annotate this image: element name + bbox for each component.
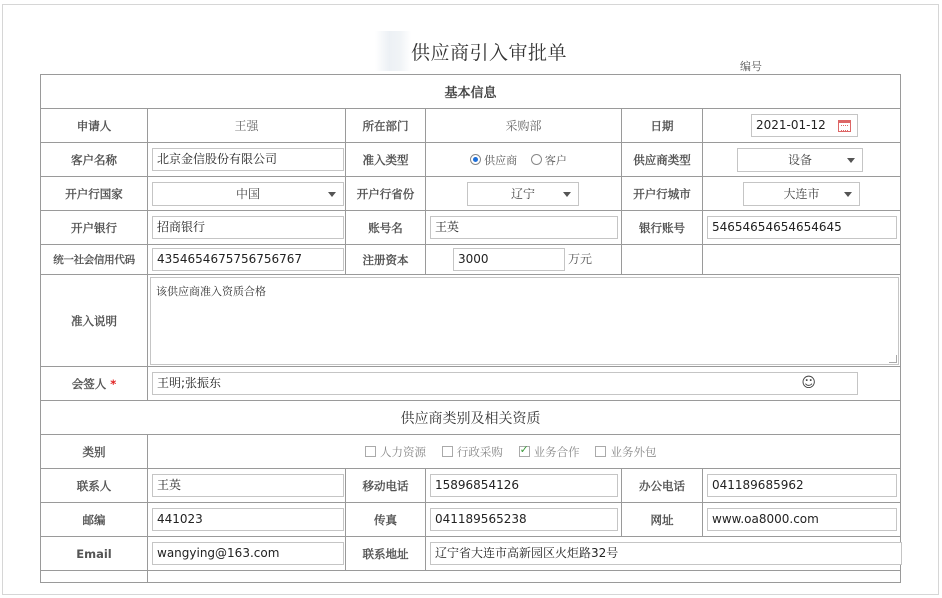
access-note-label: 准入说明	[41, 275, 148, 367]
checkbox-outsourcing[interactable]	[595, 446, 606, 457]
row-contact	[41, 469, 901, 503]
registered-capital-label: 注册资本	[346, 245, 426, 275]
office-phone-label: 办公电话	[622, 469, 703, 503]
page-title: 供应商引入审批单	[411, 42, 568, 64]
access-note-value: 该供应商准入资质合格	[156, 284, 266, 298]
website-label: 网址	[622, 503, 703, 537]
website-input[interactable]: www.oa8000.com	[707, 508, 897, 531]
bank-input[interactable]: 招商银行	[152, 216, 344, 239]
email-input[interactable]: wangying@163.com	[152, 542, 344, 565]
access-type-label: 准入类型	[346, 143, 426, 177]
radio-supplier-dot[interactable]	[470, 154, 481, 165]
chevron-down-icon	[563, 192, 571, 197]
radio-supplier[interactable]	[470, 153, 527, 167]
resize-grip-icon[interactable]	[889, 355, 897, 363]
section-basic-info: 基本信息	[41, 75, 901, 109]
category-option-hr[interactable]	[365, 445, 438, 459]
clipped-cell	[41, 571, 148, 583]
credit-code-input[interactable]: 4354654675756756767	[152, 248, 344, 271]
bank-country-select[interactable]	[152, 182, 344, 206]
bank-province-label: 开户行省份	[346, 177, 426, 211]
row-bank-location	[41, 177, 901, 211]
row-bank	[41, 211, 901, 245]
cosigner-label: 会签人	[71, 376, 107, 391]
checkbox-admin[interactable]	[442, 446, 453, 457]
row-clipped	[41, 571, 901, 583]
blurred-logo	[375, 31, 411, 71]
account-name-label: 账号名	[346, 211, 426, 245]
empty-cell	[622, 245, 703, 275]
supplier-type-label: 供应商类型	[622, 143, 703, 177]
fax-label: 传真	[346, 503, 426, 537]
row-access-note	[41, 275, 901, 367]
access-note-textarea[interactable]	[150, 277, 899, 365]
postcode-input[interactable]: 441023	[152, 508, 344, 531]
account-name-input[interactable]: 王英	[430, 216, 618, 239]
applicant-value: 王强	[148, 109, 346, 143]
add-person-icon[interactable]: ☺	[801, 375, 816, 391]
clipped-cell	[148, 571, 901, 583]
date-input[interactable]	[751, 114, 858, 137]
category-option-business[interactable]	[519, 445, 592, 459]
address-input[interactable]: 辽宁省大连市高新园区火炬路32号	[430, 542, 902, 565]
bank-city-label: 开户行城市	[622, 177, 703, 211]
contact-input[interactable]: 王英	[152, 474, 344, 497]
required-mark: *	[110, 376, 117, 391]
category-option-label: 业务外包	[610, 444, 657, 459]
customer-name-label: 客户名称	[41, 143, 148, 177]
category-label: 类别	[41, 435, 148, 469]
row-category	[41, 435, 901, 469]
supplier-type-value: 设备	[787, 152, 812, 167]
mobile-label: 移动电话	[346, 469, 426, 503]
bank-province-value: 辽宁	[510, 186, 535, 201]
customer-name-input[interactable]: 北京金信股份有限公司	[152, 148, 344, 171]
radio-customer[interactable]	[531, 153, 577, 167]
date-label: 日期	[622, 109, 703, 143]
category-option-label: 行政采购	[456, 444, 503, 459]
category-option-label: 业务合作	[533, 444, 580, 459]
bank-country-value: 中国	[235, 186, 260, 201]
number-label: 编号	[740, 60, 762, 73]
bank-label: 开户银行	[41, 211, 148, 245]
chevron-down-icon	[328, 192, 336, 197]
checkbox-business[interactable]	[519, 446, 530, 457]
bank-city-select[interactable]	[743, 182, 860, 206]
date-value: 2021-01-12	[756, 118, 826, 132]
radio-supplier-label: 供应商	[484, 153, 518, 167]
radio-customer-dot[interactable]	[531, 154, 542, 165]
supplier-type-select[interactable]	[737, 148, 863, 172]
fax-input[interactable]: 041189565238	[430, 508, 618, 531]
cosigner-value: 王明;张振东	[157, 376, 222, 390]
calendar-icon[interactable]	[838, 120, 851, 132]
mobile-input[interactable]: 15896854126	[430, 474, 618, 497]
department-value: 采购部	[426, 109, 622, 143]
category-option-label: 人力资源	[380, 444, 426, 459]
category-option-admin[interactable]	[442, 445, 515, 459]
approval-form-table	[40, 74, 901, 583]
bank-country-label: 开户行国家	[41, 177, 148, 211]
category-option-outsourcing[interactable]	[595, 445, 668, 459]
department-label: 所在部门	[346, 109, 426, 143]
empty-cell	[703, 245, 901, 275]
office-phone-input[interactable]: 041189685962	[707, 474, 897, 497]
applicant-label: 申请人	[41, 109, 148, 143]
credit-code-label: 统一社会信用代码	[41, 245, 148, 275]
row-cosigner	[41, 367, 901, 401]
form-frame	[2, 4, 939, 595]
postcode-label: 邮编	[41, 503, 148, 537]
address-label: 联系地址	[346, 537, 426, 571]
row-credit	[41, 245, 901, 275]
row-customer	[41, 143, 901, 177]
section-category: 供应商类别及相关资质	[41, 401, 901, 435]
cosigner-input[interactable]	[152, 372, 858, 395]
chevron-down-icon	[847, 158, 855, 163]
bank-account-input[interactable]: 54654654654654645	[707, 216, 897, 239]
row-postcode	[41, 503, 901, 537]
email-label: Email	[41, 537, 148, 571]
bank-province-select[interactable]	[467, 182, 579, 206]
bank-city-value: 大连市	[783, 186, 820, 201]
registered-capital-unit: 万元	[568, 252, 593, 266]
row-email	[41, 537, 901, 571]
row-applicant	[41, 109, 901, 143]
chevron-down-icon	[844, 192, 852, 197]
registered-capital-input[interactable]: 3000	[453, 248, 565, 271]
checkbox-hr[interactable]	[365, 446, 376, 457]
contact-label: 联系人	[41, 469, 148, 503]
radio-customer-label: 客户	[544, 153, 567, 167]
bank-account-label: 银行账号	[622, 211, 703, 245]
